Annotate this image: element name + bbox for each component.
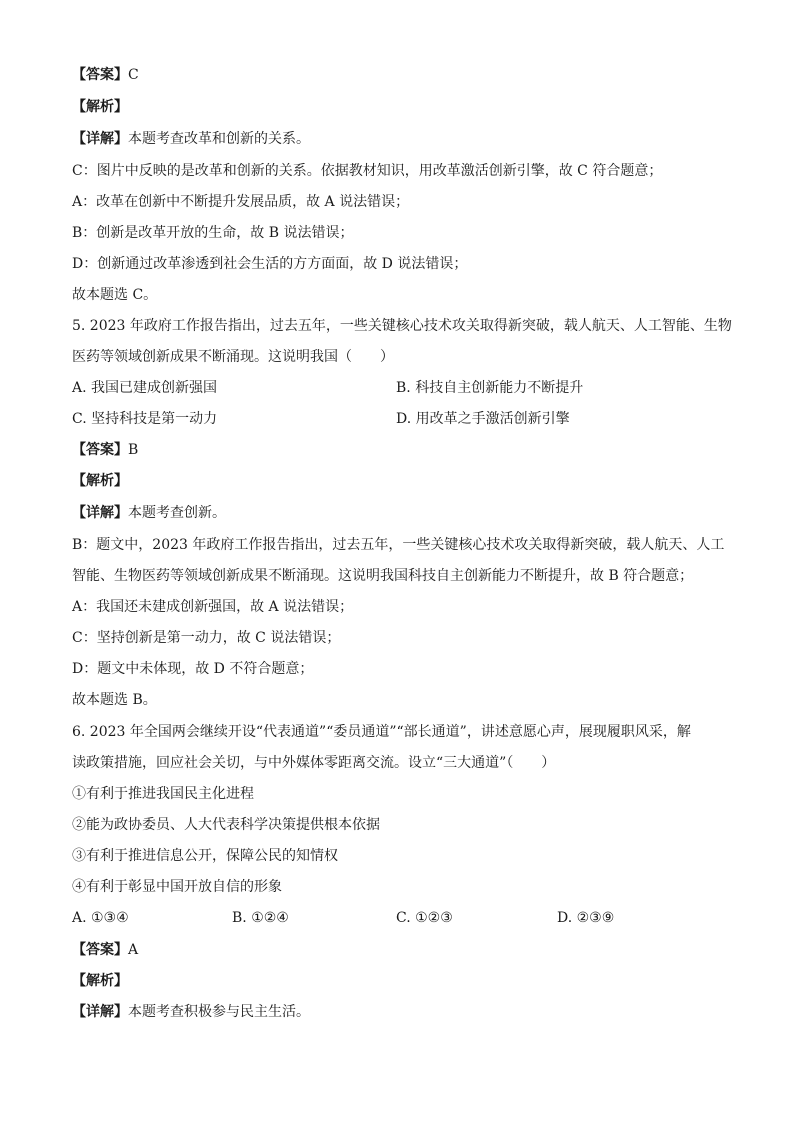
answer-tag: 【答案】 (72, 67, 128, 83)
q5-explanation-line: 智能、生物医药等领域创新成果不断涌现。这说明我国科技自主创新能力不断提升，故 B 符合题意； (72, 568, 694, 584)
detail-text: 本题考查改革和创新的关系。 (128, 131, 310, 147)
q6-analysis-tag: 【解析】 (72, 973, 128, 989)
q6-statement: ③有利于推进信息公开，保障公民的知情权 (72, 848, 338, 864)
q4-detail (72, 129, 310, 149)
q6-stem: 6. 2023 年全国两会继续开设“代表通道”“委员通道”“部长通道”，讲述意愿心声，展现履职风采，解 (72, 724, 691, 740)
q5-conclusion: 故本题选 B。 (72, 692, 157, 708)
q5-explanation-line: A：我国还未建成创新强国，故 A 说法错误； (72, 599, 354, 615)
q5-option-b: B. 科技自主创新能力不断提升 (396, 380, 584, 396)
detail-tag: 【详解】 (72, 505, 128, 521)
q4-explanation-line: B：创新是改革开放的生命，故 B 说法错误； (72, 225, 354, 241)
q4-explanation-line: C：图片中反映的是改革和创新的关系。依据教材知识，用改革激活创新引擎，故 C 符合题意； (72, 163, 663, 179)
q5-option-d: D. 用改革之手激活创新引擎 (396, 411, 570, 427)
answer-tag: 【答案】 (72, 442, 128, 458)
q6-option-a: A. ①③④ (72, 910, 129, 926)
answer-value: B (128, 442, 139, 458)
q5-explanation-line: B：题文中，2023 年政府工作报告指出，过去五年，一些关键核心技术攻关取得新突破，载人航天、人工 (72, 537, 725, 553)
q5-option-c: C. 坚持科技是第一动力 (72, 411, 218, 427)
detail-tag: 【详解】 (72, 131, 128, 147)
q5-analysis-tag: 【解析】 (72, 473, 128, 489)
q6-statement: ①有利于推进我国民主化进程 (72, 786, 254, 802)
answer-value: A (128, 942, 139, 958)
q6-detail (72, 1002, 310, 1022)
q5-stem: 医药等领域创新成果不断涌现。这说明我国（ ） (72, 349, 394, 365)
q6-option-d: D. ②③⑨ (557, 910, 615, 926)
q6-option-b: B. ①②④ (232, 910, 289, 926)
detail-tag: 【详解】 (72, 1004, 128, 1020)
q5-explanation-line: D：题文中未体现，故 D 不符合题意； (72, 661, 314, 677)
detail-text: 本题考查积极参与民主生活。 (128, 1004, 310, 1020)
q6-option-c: C. ①②③ (396, 910, 453, 926)
q5-answer (72, 440, 138, 460)
q4-conclusion: 故本题选 C。 (72, 287, 158, 303)
detail-text: 本题考查创新。 (128, 505, 226, 521)
q6-statement: ④有利于彰显中国开放自信的形象 (72, 879, 282, 895)
q6-statement: ②能为政协委员、人大代表科学决策提供根本依据 (72, 817, 380, 833)
q4-explanation-line: A：改革在创新中不断提升发展品质，故 A 说法错误； (72, 194, 410, 210)
q5-explanation-line: C：坚持创新是第一动力，故 C 说法错误； (72, 630, 341, 646)
q4-analysis-tag: 【解析】 (72, 99, 128, 115)
answer-tag: 【答案】 (72, 942, 128, 958)
q6-stem: 读政策措施，回应社会关切，与中外媒体零距离交流。设立“三大通道”（ ） (72, 755, 556, 771)
answer-value: C (128, 67, 139, 83)
q5-detail (72, 503, 226, 523)
q6-answer (72, 940, 138, 960)
q4-explanation-line: D：创新通过改革渗透到社会生活的方方面面，故 D 说法错误； (72, 256, 468, 272)
q5-option-a: A. 我国已建成创新强国 (72, 380, 218, 396)
q5-stem: 5. 2023 年政府工作报告指出，过去五年，一些关键核心技术攻关取得新突破，载人航天、人工智能、生物 (72, 318, 732, 334)
q4-answer (72, 65, 139, 85)
